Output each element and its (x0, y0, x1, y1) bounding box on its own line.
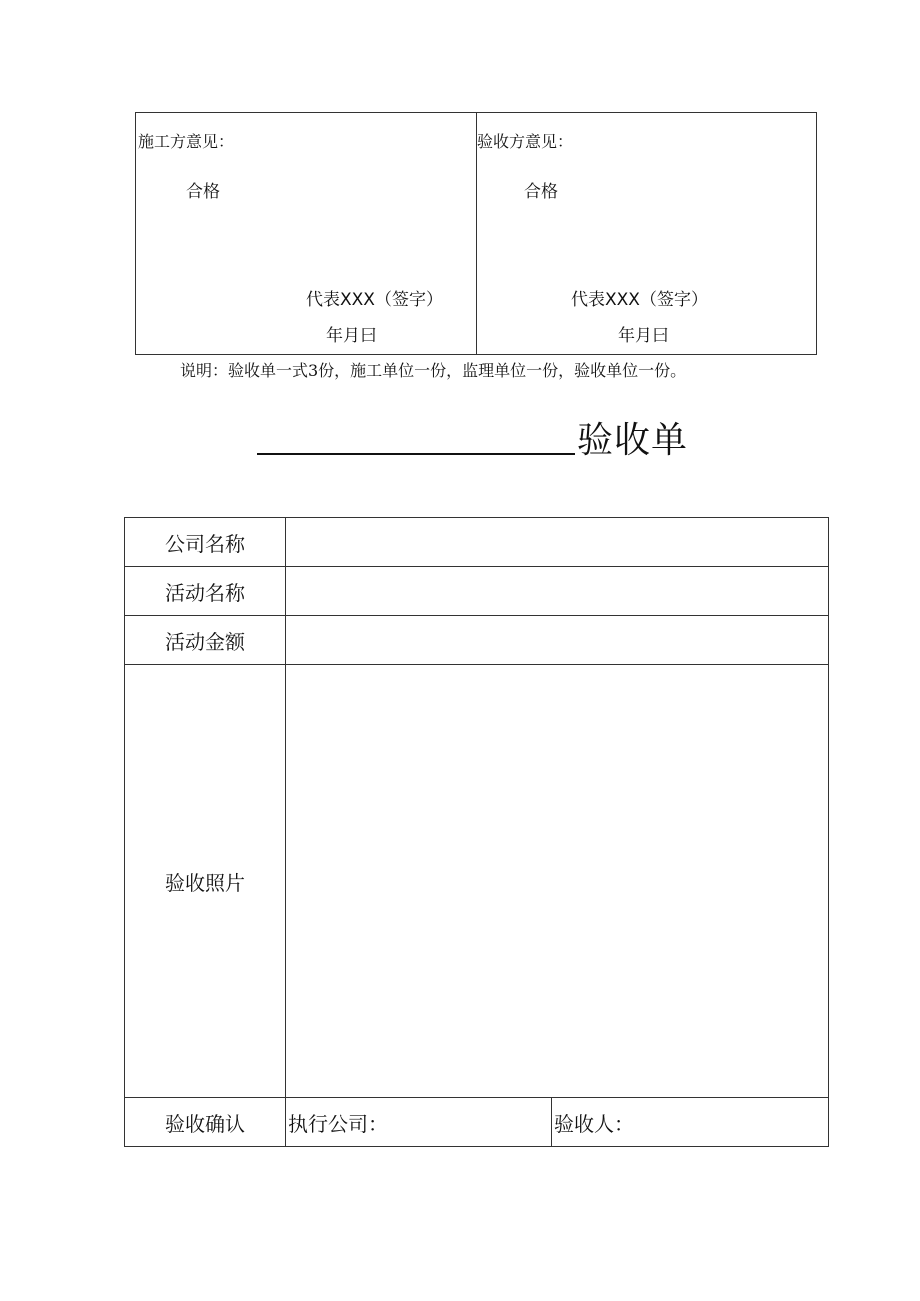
title-blank-line[interactable] (257, 453, 575, 455)
company-name-label: 公司名称 (125, 518, 286, 567)
contractor-opinion-label: 施工方意见： (138, 132, 235, 151)
photos-area[interactable] (286, 665, 829, 1098)
contractor-opinion-result: 合格 (186, 182, 220, 202)
photos-row (125, 665, 829, 1098)
acceptor-opinion-cell (477, 113, 817, 354)
activity-name-label: 活动名称 (125, 567, 286, 616)
contractor-date-line: 年月曰 (326, 326, 377, 346)
activity-name-row (125, 567, 829, 616)
confirm-label: 验收确认 (125, 1098, 286, 1147)
contractor-signature-line: 代表XXX（签字） (306, 290, 443, 310)
copies-note: 说明：验收单一式3份，施工单位一份，监理单位一份，验收单位一份。 (180, 361, 687, 380)
opinion-table (135, 112, 817, 355)
photos-label: 验收照片 (125, 665, 286, 1098)
executing-company-field[interactable] (286, 1098, 552, 1146)
executing-company-label: 执行公司： (288, 1111, 388, 1136)
contractor-opinion-cell (136, 113, 476, 354)
acceptance-form-table (124, 517, 829, 1147)
acceptor-opinion-label: 验收方意见： (477, 132, 574, 151)
acceptor-opinion-result: 合格 (524, 182, 558, 202)
receiver-field[interactable] (552, 1098, 828, 1146)
company-name-field[interactable] (286, 518, 829, 567)
activity-amount-label: 活动金额 (125, 616, 286, 665)
form-title-text: 验收单 (577, 420, 689, 461)
company-name-row (125, 518, 829, 567)
receiver-label: 验收人： (554, 1111, 634, 1136)
acceptor-signature-line: 代表XXX（签字） (571, 290, 708, 310)
activity-amount-row (125, 616, 829, 665)
activity-name-field[interactable] (286, 567, 829, 616)
confirm-fields (286, 1098, 828, 1146)
acceptor-date-line: 年月曰 (618, 326, 669, 346)
confirm-fields-cell (286, 1098, 829, 1147)
activity-amount-field[interactable] (286, 616, 829, 665)
confirm-row (125, 1098, 829, 1147)
